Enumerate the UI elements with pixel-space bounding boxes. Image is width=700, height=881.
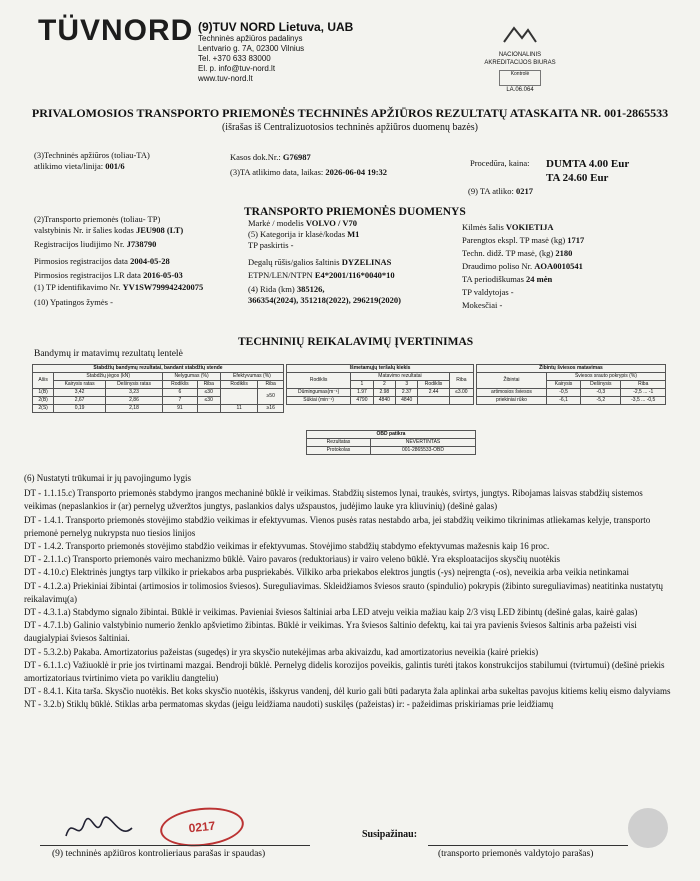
ta-receipt	[230, 152, 387, 178]
table-cell: 2,18	[105, 405, 162, 413]
vehicle-field-label: Markė / modelis	[248, 218, 304, 228]
table-cell: Sūkiai (min⁻¹)	[287, 397, 351, 405]
assessment-section-title: TECHNINIŲ REIKALAVIMŲ ĮVERTINIMAS	[238, 336, 474, 348]
table-cell: 2(S)	[33, 405, 54, 413]
table-cell: 11	[220, 405, 258, 413]
accreditation-seal: Kontrolė	[499, 70, 541, 86]
ta-center-label: (3)Techninės apžiūros (toliau-TA)	[34, 150, 150, 160]
periodicity-value: 24 mėn	[526, 274, 553, 284]
table-cell: ≤3.00	[449, 389, 473, 397]
inspector-signature-icon	[62, 812, 142, 848]
table-cell: 4840	[373, 397, 395, 405]
table-cell: Rezultatas	[307, 439, 371, 447]
defect-item: DT - 4.3.1.a) Stabdymo signalo žibintai. Būklė ir veikimas. Pavieniai šviesos šaltiniai arba LED atveju veikia mažiau kaip 2/3 visų LED žibintų (dešinė galas, kairė galas)	[24, 607, 638, 618]
defect-item: NT - 3.2.b) Stiklų būklė. Stiklas arba permatomas skydas (jeigu leidžiama naudoti) suskilęs (pažeistas) ir: - pažeidimas priskiriamas prie leidžiamų	[24, 699, 554, 710]
accreditation-text: AKREDITACIJOS BIURAS	[484, 60, 556, 66]
origin-country-value: VOKIETIJA	[505, 222, 554, 232]
vehicle-field-label: (10) Ypatingos žymės -	[34, 297, 113, 307]
company-line: www.tuv-nord.lt	[198, 74, 253, 83]
table-cell: 001-2865533-OBD	[370, 447, 475, 455]
table-row	[477, 397, 666, 405]
vehicle-field-label: Pirmosios registracijos data	[34, 256, 128, 266]
make-model-value: VOLVO / V70	[305, 218, 357, 228]
vehicle-field-label: Mokesčiai -	[462, 300, 503, 310]
vehicle-field-label: (5) Kategorija ir klasė/kodas	[248, 229, 346, 239]
table-cell: -2,5 ... -1	[621, 389, 666, 397]
insurance-value: AOA0010541	[534, 261, 583, 271]
defect-item: DT - 5.3.2.b) Pakaba. Amortizatorius pažeistas (sugedęs) ir yra skysčio nutekėjimas arba akivaizdu, kad amortizatorius neveikia (kairė priekis)	[24, 646, 539, 657]
table-header: Matavimo rezultatai	[351, 373, 449, 381]
table-header: Rodiklis	[418, 381, 449, 389]
table-cell: 2.37	[396, 389, 418, 397]
table-header: Dešinysis	[581, 381, 621, 389]
company-name: (9)TUV NORD Lietuva, UAB	[198, 20, 354, 34]
results-table-title: Bandymų ir matavimų rezultatų lentelė	[34, 349, 183, 359]
receipt-value: G76987	[282, 152, 311, 162]
tuv-nord-logo: TÜVNORD	[38, 14, 194, 47]
defect-item: DT - 8.4.1. Kita tarša. Skysčio nuotėkis. Bet koks skysčio nuotėkis, išskyrus vandenį, dėl kurio gali būti padaryta žala aplinkai arba sukeltas pavojus kitiems kelių eismo dalyviams	[24, 686, 671, 697]
first-registration-value: 2004-05-28	[130, 256, 170, 266]
table-header: Rodiklis	[287, 373, 351, 389]
max-mass-value: 2180	[555, 248, 573, 258]
vehicle-field-label: Parengtos ekspl. TP masė (kg)	[462, 235, 566, 245]
table-cell: 4790	[351, 397, 373, 405]
report-subtitle: (išrašas iš Centralizuotosios techninės apžiūros duomenų bazės)	[221, 122, 479, 133]
table-cell: -0,5	[546, 389, 580, 397]
table-cell: Dūmingumas(m⁻¹)	[287, 389, 351, 397]
mileage-history-value: 366354(2024), 351218(2022), 296219(2020)	[248, 295, 401, 305]
defects-list	[24, 472, 674, 712]
table-header: Riba	[197, 381, 220, 389]
vehicle-field-label: Kilmės šalis	[462, 222, 504, 232]
category-value: M1	[347, 229, 360, 239]
vehicle-field-label: ETPN/LEN/NTPN	[248, 270, 313, 280]
ta-center	[34, 150, 150, 172]
table-header: Nelygumas (%)	[163, 373, 221, 381]
performer	[468, 186, 533, 197]
table-cell	[197, 405, 220, 413]
defect-item: DT - 2.1.1.c) Transporto priemonės vairo mechanizmo būklė. Vairo pavaros (reduktoriaus) ir vairo veleno būklė. Yra eksploatacijos skysčių nuotėkis	[24, 554, 560, 565]
table-cell: ≥50	[258, 389, 284, 405]
company-line: Lentvario g. 7A, 02300 Vilnius	[198, 44, 305, 53]
table-cell: NEVERTINTAS	[370, 439, 475, 447]
table-header: Efektyvumas (%)	[220, 373, 283, 381]
table-header: Rodiklis	[163, 381, 197, 389]
defects-heading: (6) Nustatyti trūkumai ir jų pavojingumo lygis	[24, 473, 191, 483]
table-cell: -3,5 ... -0,5	[621, 397, 666, 405]
table-header: 2	[373, 381, 395, 389]
watermark-icon	[628, 808, 668, 848]
table-row	[287, 389, 474, 397]
table-cell: 1.97	[351, 389, 373, 397]
table-row	[307, 447, 476, 455]
table-cell: -0,3	[581, 389, 621, 397]
table-header: Kairysis ratas	[54, 381, 106, 389]
inspector-stamp: 0217	[158, 804, 246, 851]
table-cell: artimosios šviesos	[477, 389, 547, 397]
table-header: Riba	[621, 381, 666, 389]
defect-item: DT - 6.1.1.c) Važiuoklė ir prie jos tvirtinami mazgai. Bendroji būklė. Pernelyg didelis korozijos poveikis, galintis turėti įtakos konstrukcijos stabilumui (tvirtumui) (dešinė priekis amortizatoriaus tvirtinimo vieta po varikliu dangteliu)	[24, 659, 665, 684]
table-cell: priekiniai rūko	[477, 397, 547, 405]
table-cell: ≤30	[197, 389, 220, 397]
table-header: Šviesos srauto pokrypis (%)	[546, 373, 665, 381]
inspector-signature-caption: (9) techninės apžiūros kontrolieriaus parašas ir spaudas)	[52, 849, 266, 859]
company-line: Tel. +370 633 83000	[198, 54, 271, 63]
vehicle-field-label: (4) Rida (km)	[248, 284, 295, 294]
accreditation-code: LA.06.064	[506, 87, 534, 93]
procedure-value: DUMTA 4.00 Eur	[546, 158, 630, 170]
table-cell	[418, 397, 449, 405]
vehicle-field-label: Degalų rūšis/galios šaltinis	[248, 257, 340, 267]
table-cell: Protokolas	[307, 447, 371, 455]
accreditation-block	[470, 20, 570, 94]
performer-label: (9) TA atliko:	[468, 186, 514, 196]
table-cell: 1(B)	[33, 389, 54, 397]
vehicle-col-3	[462, 222, 682, 311]
vehicle-field-label: Pirmosios registracijos LR data	[34, 270, 141, 280]
vehicle-col-1	[34, 214, 244, 308]
table-header: Stabdžių bandymų rezultatai, bandant stabdžių stende	[33, 365, 284, 373]
vehicle-field-label: Registracijos liudijimo Nr.	[34, 239, 125, 249]
plate-number-value: JEU908 (LT)	[136, 225, 184, 235]
defect-item: DT - 1.4.1. Transporto priemonės stovėjimo stabdžio veikimas ir efektyvumas. Vienos pusės ratas nestabdo arba, jei stabdžių veikimo tikrinimas atliekamas kelyje, transporto priemonė pernelyg nukrypsta nuo tiesios linijos	[24, 514, 651, 538]
table-cell: -5,2	[581, 397, 621, 405]
defect-item: DT - 1.4.2. Transporto priemonės stovėjimo stabdžio veikimas ir efektyvumas. Stovėjimo stabdžių stabdymo efektyvumas mažesnis kaip 16 proc.	[24, 541, 550, 552]
vehicle-field-label: (1) TP identifikavimo Nr.	[34, 282, 121, 292]
table-cell: 2,67	[54, 397, 106, 405]
acknowledge-label: Susipažinau:	[362, 829, 418, 840]
ta-center-line-label: atlikimo vieta/linija:	[34, 161, 104, 171]
table-header: Riba	[449, 373, 473, 389]
table-cell: 0,19	[54, 405, 106, 413]
ta-center-value: 001/6	[105, 161, 125, 171]
table-cell: 4840	[396, 397, 418, 405]
ta-price: TA 24.60 Eur	[546, 172, 609, 184]
vehicle-field-label: valstybinis Nr. ir šalies kodas	[34, 225, 134, 235]
approval-number-value: E4*2001/116*0040*10	[314, 270, 395, 280]
company-line: Techninės apžiūros padalinys	[198, 34, 303, 43]
table-header: Žibintų šviesos matavimas	[477, 365, 666, 373]
accreditation-text: NACIONALINIS	[498, 52, 542, 58]
vehicle-field-label: Draudimo poliso Nr.	[462, 261, 533, 271]
first-registration-lr-value: 2016-05-03	[143, 270, 183, 280]
table-header: Dešinysis ratas	[105, 381, 162, 389]
vehicle-field-label: TP valdytojas -	[462, 287, 514, 297]
table-cell	[449, 397, 473, 405]
registration-cert-value: J738790	[126, 239, 157, 249]
table-header: Žibintai	[477, 373, 547, 389]
table-cell: 2,86	[105, 397, 162, 405]
ta-date-label: (3)TA atlikimo data, laikas:	[230, 167, 324, 177]
table-cell	[220, 389, 258, 405]
table-header: Stabdžių jėgos (kN)	[54, 373, 163, 381]
vehicle-section-title: TRANSPORTO PRIEMONĖS DUOMENYS	[244, 206, 466, 218]
vehicle-field-label: TP paskirtis -	[248, 240, 294, 250]
defect-item: DT - 4.1.2.a) Priekiniai žibintai (artimosios ir tolimosios šviesos). Sureguliavimas. Skleidžiamos šviesos srauto (spindulio) pokrypis (žibinto sureguliavimas) neatitinka nustatytų reikalavimų(a)	[24, 580, 663, 604]
performer-value: 0217	[516, 186, 534, 196]
table-cell: 6	[163, 389, 197, 397]
table-header: Kairysis	[546, 381, 580, 389]
table-header: 3	[396, 381, 418, 389]
table-cell: 2.98	[373, 389, 395, 397]
report-title: PRIVALOMOSIOS TRANSPORTO PRIEMONĖS TECHNINĖS APŽIŪROS REZULTATŲ ATASKAITA NR. 001-2865533	[31, 106, 669, 120]
procedure-label: Procedūra, kaina:	[470, 158, 530, 168]
signature-line	[40, 845, 310, 846]
table-cell: ≥16	[258, 405, 284, 413]
table-header: 1	[351, 381, 373, 389]
company-line: El. p. info@tuv-nord.lt	[198, 64, 276, 73]
table-cell: 2(B)	[33, 397, 54, 405]
vehicle-field-label: Techn. didž. TP masė, (kg)	[462, 248, 554, 258]
vin-value: YV1SW799942420075	[122, 282, 204, 292]
owner-signature-caption: (transporto priemonės valdytojo parašas)	[438, 849, 594, 859]
defect-item: DT - 1.1.15.c) Transporto priemonės stabdymo įrangos mechaninė būklė ir veikimas. Stabdžių sistemos lynai, traukės, svirtys, jungtys. Ribojamas laisvas stabdžių sistemos veikimas (nepaslankios ir (ar) pernelyg užveržtos jungtys, paslankios dalys užspaustos, judėjimo lauke yra kliuvinių) (dešinė galas)	[24, 488, 643, 512]
table-row	[33, 405, 284, 413]
receipt-label: Kasos dok.Nr.:	[230, 152, 281, 162]
vehicle-col-2	[248, 218, 458, 306]
table-row	[477, 389, 666, 397]
defect-item: DT - 4.7.1.b) Galinio valstybinio numerio ženklo apšvietimo žibintas. Būklė ir veikimas. Yra šviesos šaltinio defektų, kai tai yra pavienis šviesos šaltinis arba pažeisti visi daugialypiai šviesos šaltiniai.	[24, 620, 637, 644]
obd-table	[306, 430, 476, 455]
vehicle-field-label: (2)Transporto priemonės (toliau- TP)	[34, 214, 161, 224]
brake-results-table	[32, 364, 284, 413]
table-header: Išmetamųjų teršalų kiekis	[287, 365, 474, 373]
lights-results-table	[476, 364, 666, 405]
defect-item: DT - 4.10.c) Elektrinės jungtys tarp vilkiko ir priekabos arba puspriekabės. Vilkiko arba priekabos elektros jungtis (-ys) neįrengta (-os), neveikia arba veikia netinkamai	[24, 567, 629, 578]
table-cell: -6,1	[546, 397, 580, 405]
table-cell: 3,23	[105, 389, 162, 397]
owner-signature-line	[428, 845, 628, 846]
table-cell: 91	[163, 405, 197, 413]
emission-results-table	[286, 364, 474, 405]
table-header: Rodiklis	[220, 381, 258, 389]
company-block	[198, 20, 353, 84]
fuel-value: DYZELINAS	[341, 257, 392, 267]
curb-mass-value: 1717	[567, 235, 585, 245]
accreditation-logo-icon	[500, 20, 540, 46]
table-cell: 3,42	[54, 389, 106, 397]
table-cell: 7	[163, 397, 197, 405]
table-header: Riba	[258, 381, 284, 389]
table-row	[33, 389, 284, 397]
table-header: Ašis	[33, 373, 54, 389]
table-row	[307, 439, 476, 447]
table-cell: 2.44	[418, 389, 449, 397]
ta-date-value: 2026-06-04 19:32	[325, 167, 388, 177]
vehicle-field-label: TA periodiškumas	[462, 274, 524, 284]
table-header: OBD patikra	[307, 431, 476, 439]
table-row	[287, 397, 474, 405]
table-cell: ≤30	[197, 397, 220, 405]
mileage-value: 385126,	[296, 284, 325, 294]
